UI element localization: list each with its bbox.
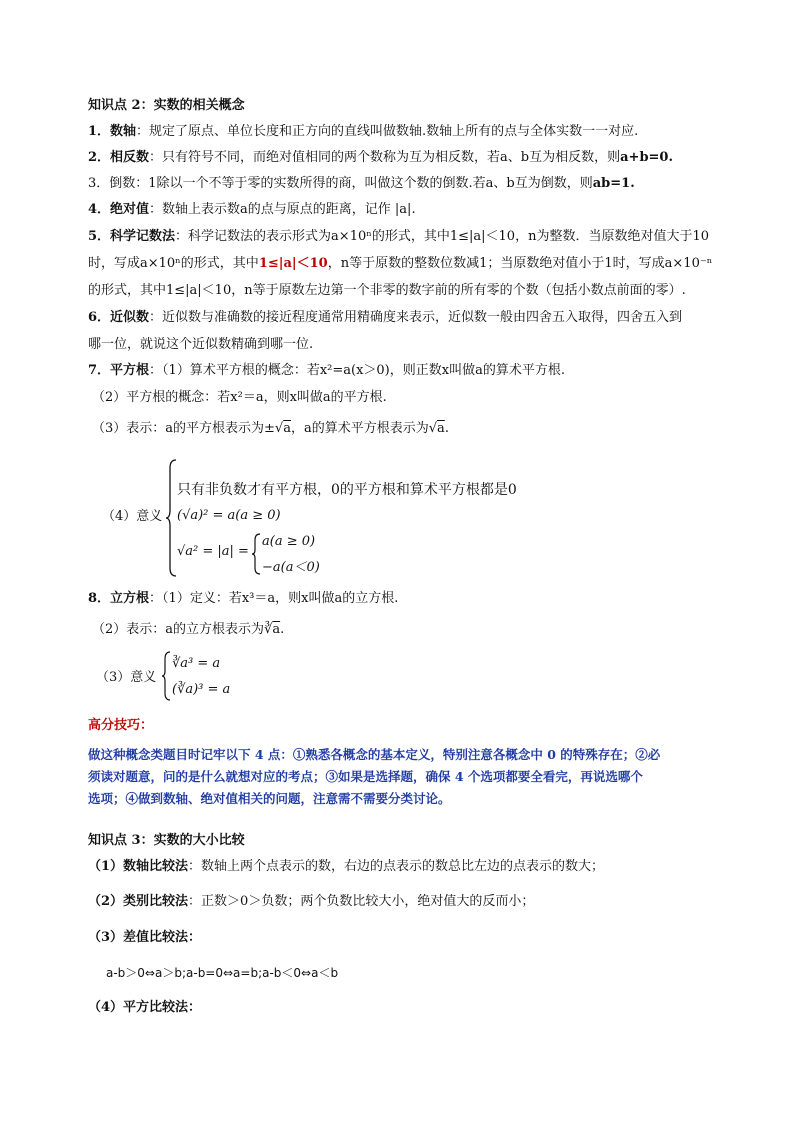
item-4-text: ：数轴上表示数a的点与原点的距离，记作 |a|.: [149, 202, 416, 217]
item-8-sub-3-label: （3）意义: [96, 670, 157, 685]
item-2-text: ：只有符号不同，而绝对值相同的两个数称为互为相反数，若a、b互为相反数，则: [149, 150, 621, 165]
item-7-label: 7．平方根: [88, 363, 150, 378]
cube-root-meaning-line-1: ∛a³ = a: [172, 656, 221, 671]
item-4-label: 4．绝对值: [88, 202, 150, 217]
item-7-sub-3: （3）表示：a的平方根表示为±√a，a的算术平方根表示为√a.: [92, 421, 449, 436]
item-6-label: 6．近似数: [88, 310, 150, 325]
item-8-cube-root: [88, 590, 398, 608]
cube-root-a-expression: $∛\overline{a}$: [264, 622, 281, 637]
method-2: [88, 893, 534, 911]
square-root-meaning-line-1: 只有非负数才有平方根，0的平方根和算术平方根都是0: [177, 482, 517, 498]
item-2-formula: a+b=0.: [620, 150, 673, 165]
case-nonnegative: a(a ≥ 0): [262, 534, 316, 549]
case-negative: −a(a＜0): [262, 560, 320, 575]
item-7-sub-3-text-a: （3）表示：a的平方根表示为±: [92, 421, 275, 436]
item-7-text: ：（1）算术平方根的概念：若x²=a(x＞0)，则正数x叫做a的算术平方根.: [149, 363, 565, 378]
item-4-absolute-value: [88, 201, 416, 219]
item-5-text-2b: ，n等于原数的整数位数减1；当原数绝对值小于1时，写成a×10⁻ⁿ: [327, 256, 713, 271]
item-1-text: ：规定了原点、单位长度和正方向的直线叫做数轴.数轴上所有的点与全体实数一一对应.: [136, 124, 639, 139]
item-5-label: 5．科学记数法: [88, 229, 176, 244]
item-6-approximate-number: [88, 309, 682, 327]
cube-root-radicand: $\overline{a}$: [272, 622, 281, 637]
item-2-label: 2．相反数: [88, 150, 150, 165]
item-8-label: 8．立方根: [88, 591, 150, 606]
cube-root-meaning-line-2: (∛a)³ = a: [172, 682, 231, 697]
item-5-highlight: 1≤|a|＜10: [258, 256, 328, 271]
item-8-text: ：（1）定义：若x³＝a，则x叫做a的立方根.: [149, 591, 399, 606]
item-6-line-2: 哪一位，就说这个近似数精确到哪一位.: [88, 337, 314, 352]
arith-sqrt-a-expression: √a: [428, 421, 445, 436]
arith-sqrt-a-radicand: a: [437, 421, 445, 436]
item-8-sub-2: [92, 621, 284, 639]
method-1-text: ：数轴上两个点表示的数，右边的点表示的数总比左边的点表示的数大；: [188, 859, 605, 874]
method-3-formula: a-b＞0⇔a＞b;a-b=0⇔a=b;a-b＜0⇔a＜b: [106, 966, 339, 980]
item-8-sub-2-period: .: [280, 622, 285, 637]
item-5-scientific-notation: [88, 228, 709, 246]
tips-line-2: 须读对题意，问的是什么就想对应的考点；③如果是选择题，确保 4 个选项都要全看完，再说选哪个: [88, 769, 643, 784]
method-4-label: （4）平方比较法：: [88, 1000, 202, 1015]
item-3-reciprocal: [88, 175, 635, 193]
sqrt-a-radicand: a: [283, 421, 291, 436]
section-2-title: 知识点 2：实数的相关概念: [88, 98, 245, 113]
item-5-line-2: [88, 255, 712, 273]
item-7-square-root: [88, 362, 565, 380]
method-3-label: （3）差值比较法：: [88, 930, 202, 945]
method-2-label: （2）类别比较法: [88, 894, 189, 909]
item-5-line-3: 的形式，其中1≤|a|＜10，n等于原数左边第一个非零的数字前的所有零的个数（包括小数点前面的零）.: [88, 283, 686, 298]
tips-line-1: 做这种概念类题目时记牢以下 4 点：①熟悉各概念的基本定义，特别注意各概念中 0 的特殊存在；②必: [88, 747, 661, 762]
square-root-meaning-line-2: (√a)² = a(a ≥ 0): [177, 508, 281, 523]
square-root-meaning-line-3: √a² = |a| =: [177, 544, 249, 559]
item-3-formula: ab=1.: [592, 176, 635, 191]
item-1-label: 1．数轴: [88, 124, 137, 139]
item-7-sub-2: （2）平方根的概念：若x²＝a，则x叫做a的平方根.: [92, 390, 387, 405]
method-1: [88, 858, 604, 876]
item-5-text-2a: 时，写成a×10ⁿ的形式，其中: [88, 256, 259, 271]
section-3-title: 知识点 3：实数的大小比较: [88, 833, 245, 848]
sqrt-a-expression: √a: [274, 421, 291, 436]
method-1-label: （1）数轴比较法: [88, 859, 189, 874]
item-3-text: 3．倒数：1除以一个不等于零的实数所得的商，叫做这个数的倒数.若a、b互为倒数，则: [88, 176, 593, 191]
case-brace: [252, 532, 262, 576]
tips-title: 高分技巧：: [88, 718, 154, 733]
item-7-sub-4-label: （4）意义: [102, 509, 163, 524]
item-7-sub-3-text-b: ，a的算术平方根表示为: [290, 421, 429, 436]
item-2-opposite-number: [88, 149, 673, 167]
item-1-number-line: [88, 123, 638, 141]
left-brace-cube-root: [162, 650, 172, 702]
item-8-sub-2-text: （2）表示：a的立方根表示为: [92, 622, 265, 637]
item-6-text-1: ：近似数与准确数的接近程度通常用精确度来表示，近似数一般由四舍五入取得，四舍五入到: [149, 310, 683, 325]
item-5-text-1: ：科学记数法的表示形式为a×10ⁿ的形式，其中1≤|a|＜10，n为整数．当原数绝对值大于10: [175, 229, 709, 244]
method-2-text: ：正数＞0＞负数；两个负数比较大小，绝对值大的反而小；: [188, 894, 535, 909]
tips-line-3: 选项；④做到数轴、绝对值相关的问题，注意需不需要分类讨论。: [88, 791, 451, 806]
